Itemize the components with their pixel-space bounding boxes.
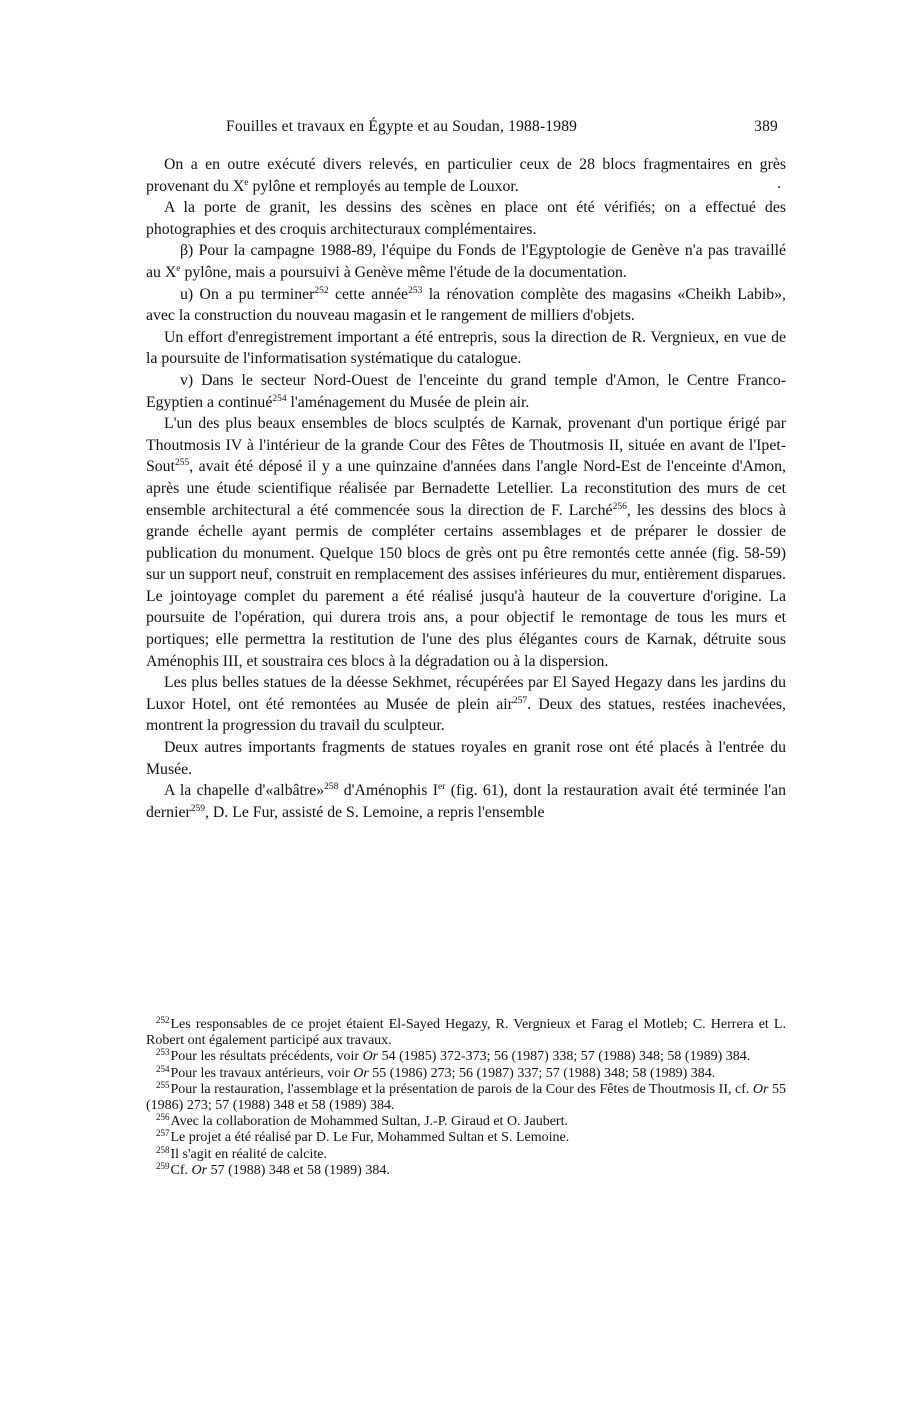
footnote: $^{258}$Il s'agit en réalité de calcite. — [156, 1144, 327, 1162]
paragraph: Les plus belles statues de la déesse Sekhmet, récupérées par El Sayed Hegazy dans les jardins du Luxor Hotel, ont été remontées au Musée de plein air$^{257}$. Deux des statues, restées inachevées, montrent la progression du travail du sculpteur. — [146, 674, 786, 735]
paragraph: Deux autres importants fragments de statues royales en granit rose ont été placés à l'entrée du Musée. — [146, 739, 786, 778]
running-title: Fouilles et travaux en Égypte et au Soudan, 1988-1989 — [226, 118, 578, 135]
footnote-ref: 253 — [408, 285, 423, 296]
paragraph: L'un des plus beaux ensembles de blocs sculptés de Karnak, provenant d'un portique érigé par Thoutmosis IV à l'intérieur de la grande Cour des Fêtes de Thoutmosis II, située en avant de l'Ipet-Sout$^{255}$, avait été déposé il y a une quinzaine d'années dans l'angle Nord-Est de l'enceinte d'Amon, après une étude scientifique réalisée par Bernadette Letellier. La reconstitution des murs de cet ensemble architectural a été commencée sous la direction de F. Larché$^{256}$, les dessins des blocs à grande échelle ayant permis de compléter certains assemblages et de préparer le dossier de publication du monument. Quelque 150 blocs de grès ont pu être remontés cette année (fig. 58-59) sur un support neuf, construit en remplacement des assises inférieures du mur, entièrement disparues. Le jointoyage complet du parement a été réalisé jusqu'à hauteur de la couverture d'origine. La poursuite de l'opération, qui durera trois ans, a pour objectif le remontage de tous les murs et portiques; elle permettra la restitution de l'une des plus élégantes cours de Karnak, détruite sous Aménophis III, et soustraira ces blocs à la dégradation ou à la dispersion. — [146, 415, 786, 670]
footnote-ref: 257 — [512, 695, 528, 706]
page-number: 389 — [754, 118, 778, 135]
paragraph: β) Pour la campagne 1988-89, l'équipe du Fonds de l'Egyptologie de Genève n'a pas travaillé au Xe pylône, mais a poursuivi à Genève même l'étude de la documentation. — [146, 242, 786, 281]
footnote-ref: 258 — [324, 782, 339, 793]
footnote: $^{252}$Les responsables de ce projet étaient El-Sayed Hegazy, R. Vergnieux et Farag el Motleb; C. Herrera et L. Robert ont également participé aux travaux. — [146, 1015, 786, 1049]
running-header — [146, 118, 786, 142]
footnote-ref: 256 — [612, 501, 627, 512]
footnote: $^{257}$Le projet a été réalisé par D. Le Fur, Mohammed Sultan et S. Lemoine. — [156, 1128, 570, 1146]
paragraph: u) On a pu terminer$^{252}$ cette année$^{253}$ la rénovation complète des magasins «Cheikh Labib», avec la construction du nouveau magasin et le rangement de milliers d'objets. — [146, 285, 787, 325]
footnotes — [146, 1017, 786, 1179]
footnote-ref: 252 — [314, 285, 329, 296]
body-text — [146, 154, 786, 823]
paragraph: v) Dans le secteur Nord-Ouest de l'enceinte du grand temple d'Amon, le Centre Franco-Egyptien a continué$^{254}$ l'aménagement du Musée de plein air. — [146, 371, 786, 411]
paragraph: A la chapelle d'«albâtre»$^{258}$ d'Aménophis Ier (fig. 61), dont la restauration avait été terminée l'an dernier$^{259}$, D. Le Fur, assisté de S. Lemoine, a repris l'ensemble — [146, 782, 786, 821]
footnote-ref: 259 — [190, 803, 205, 814]
footnote-ref: 254 — [272, 393, 287, 404]
paragraph: Un effort d'enregistrement important a été entrepris, sous la direction de R. Vergnieux, en vue de la poursuite de l'informatisation systématique du catalogue. — [146, 328, 786, 368]
footnote: $^{256}$Avec la collaboration de Mohammed Sultan, J.-P. Giraud et O. Jaubert. — [156, 1112, 568, 1130]
print-speck — [778, 186, 780, 188]
footnote: $^{255}$Pour la restauration, l'assemblage et la présentation de parois de la Cour des Fêtes de Thoutmosis II, cf. Or 55 (1986) 273; 57 (1988) 348 et 58 (1989) 384. — [146, 1079, 786, 1114]
paragraph: A la porte de granit, les dessins des scènes en place ont été vérifiés; on a effectué des photographies et des croquis architecturaux complémentaires. — [146, 199, 786, 238]
footnote-ref: 255 — [174, 458, 190, 469]
paragraph: On a en outre exécuté divers relevés, en particulier ceux de 28 blocs fragmentaires en grès provenant du Xe pylône et remployés au temple de Louxor. — [146, 156, 786, 195]
page — [146, 118, 786, 823]
footnote: $^{259}$Cf. Or 57 (1988) 348 et 58 (1989) 384. — [156, 1160, 390, 1178]
footnote: $^{254}$Pour les travaux antérieurs, voir Or 55 (1986) 273; 56 (1987) 337; 57 (1988) 348; 58 (1989) 384. — [156, 1063, 716, 1081]
footnote: $^{253}$Pour les résultats précédents, voir Or 54 (1985) 372-373; 56 (1987) 338; 57 (1988) 348; 58 (1989) 384. — [156, 1047, 751, 1065]
